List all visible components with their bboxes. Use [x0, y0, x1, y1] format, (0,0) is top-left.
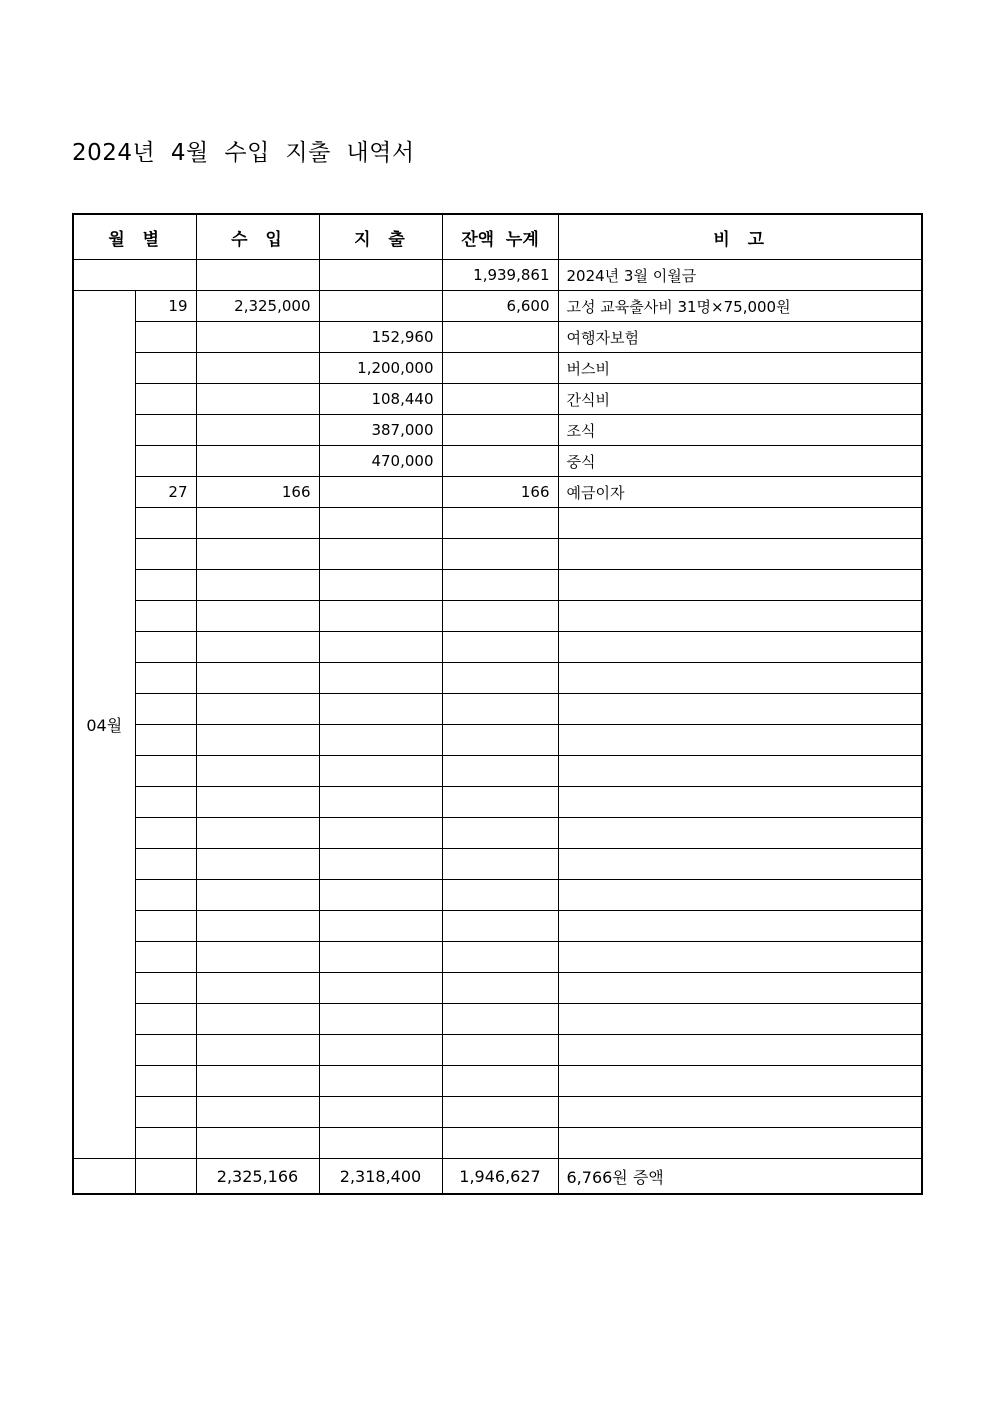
- cell-day: [135, 694, 196, 725]
- cell-expense: [319, 725, 442, 756]
- cell-day: [135, 849, 196, 880]
- cell-expense: [319, 477, 442, 508]
- cell-day: [135, 508, 196, 539]
- cell-expense: 152,960: [319, 322, 442, 353]
- header-balance: 잔액 누계: [442, 214, 558, 260]
- cell-balance: 6,600: [442, 291, 558, 322]
- cell-income: [196, 880, 319, 911]
- table-row: [73, 632, 922, 663]
- cell-day: [135, 570, 196, 601]
- table-row: [73, 911, 922, 942]
- cell-day: [135, 1066, 196, 1097]
- cell-income: [196, 725, 319, 756]
- cell-income: [196, 694, 319, 725]
- cell-note: [558, 818, 922, 849]
- cell-balance: [442, 725, 558, 756]
- table-row: [73, 570, 922, 601]
- cell-day: [135, 880, 196, 911]
- cell-day: 27: [135, 477, 196, 508]
- cell-income: [196, 818, 319, 849]
- cell-expense: [319, 756, 442, 787]
- cell-note: 예금이자: [558, 477, 922, 508]
- cell-income: [196, 849, 319, 880]
- cell-balance: [442, 663, 558, 694]
- carryover-row: [73, 260, 922, 291]
- cell-day: [135, 322, 196, 353]
- cell-income: 166: [196, 477, 319, 508]
- cell-income: [196, 1035, 319, 1066]
- cell-expense: [319, 880, 442, 911]
- cell-day: [135, 601, 196, 632]
- cell-balance: [442, 880, 558, 911]
- cell-note: [558, 942, 922, 973]
- header-income: 수 입: [196, 214, 319, 260]
- cell-day: [135, 818, 196, 849]
- cell-balance: 166: [442, 477, 558, 508]
- cell-day: [135, 539, 196, 570]
- header-month: 월 별: [73, 214, 196, 260]
- cell-expense: [319, 694, 442, 725]
- cell-note: [558, 663, 922, 694]
- table-row: [73, 880, 922, 911]
- cell-income: [196, 632, 319, 663]
- cell-expense: [319, 1035, 442, 1066]
- cell-income: [196, 384, 319, 415]
- cell-expense: [319, 663, 442, 694]
- table-row: [73, 1004, 922, 1035]
- cell-income: [196, 1097, 319, 1128]
- cell-note: 버스비: [558, 353, 922, 384]
- cell-note: [558, 694, 922, 725]
- header-note: 비 고: [558, 214, 922, 260]
- cell-day: [135, 973, 196, 1004]
- table-row: [73, 663, 922, 694]
- cell-day: [135, 353, 196, 384]
- cell-income: [196, 787, 319, 818]
- cell-note: [558, 973, 922, 1004]
- cell-expense: [319, 570, 442, 601]
- cell-balance: [442, 756, 558, 787]
- header-expense: 지 출: [319, 214, 442, 260]
- cell-expense: [319, 787, 442, 818]
- cell-balance: [442, 787, 558, 818]
- total-row: [73, 1159, 922, 1195]
- cell-note: [558, 725, 922, 756]
- cell-balance: [442, 632, 558, 663]
- cell-note: [558, 880, 922, 911]
- cell-expense: [319, 1128, 442, 1159]
- cell-income: [196, 756, 319, 787]
- cell-note: [558, 1035, 922, 1066]
- cell-balance: [442, 446, 558, 477]
- cell-day: 19: [135, 291, 196, 322]
- cell-day: [135, 787, 196, 818]
- table-row: [73, 601, 922, 632]
- cell-expense: [319, 632, 442, 663]
- table-row: [73, 942, 922, 973]
- cell-income: [196, 415, 319, 446]
- cell-expense: 108,440: [319, 384, 442, 415]
- table-row: [73, 849, 922, 880]
- cell-day: [135, 1097, 196, 1128]
- cell-balance: [442, 539, 558, 570]
- table-row: [73, 353, 922, 384]
- cell-expense: [319, 818, 442, 849]
- table-row: [73, 1097, 922, 1128]
- carryover-note: 2024년 3월 이월금: [558, 260, 922, 291]
- table-row: [73, 508, 922, 539]
- cell-note: [558, 632, 922, 663]
- table-row: [73, 725, 922, 756]
- cell-income: [196, 973, 319, 1004]
- cell-income: [196, 508, 319, 539]
- cell-balance: [442, 353, 558, 384]
- cell-balance: [442, 322, 558, 353]
- table-row: [73, 477, 922, 508]
- cell-balance: [442, 384, 558, 415]
- cell-expense: 470,000: [319, 446, 442, 477]
- total-expense: 2,318,400: [319, 1159, 442, 1195]
- table-row: [73, 446, 922, 477]
- cell-note: [558, 539, 922, 570]
- cell-day: [135, 384, 196, 415]
- cell-balance: [442, 570, 558, 601]
- cell-note: [558, 911, 922, 942]
- cell-expense: [319, 1066, 442, 1097]
- cell-expense: [319, 291, 442, 322]
- cell-expense: [319, 1004, 442, 1035]
- ledger-table: [72, 213, 923, 1195]
- cell-balance: [442, 508, 558, 539]
- cell-balance: [442, 973, 558, 1004]
- cell-income: [196, 539, 319, 570]
- cell-note: [558, 787, 922, 818]
- cell-note: 고성 교육출사비 31명×75,000원: [558, 291, 922, 322]
- cell-expense: [319, 508, 442, 539]
- total-note: 6,766원 증액: [558, 1159, 922, 1195]
- cell-day: [135, 725, 196, 756]
- cell-day: [135, 1004, 196, 1035]
- cell-day: [135, 1128, 196, 1159]
- cell-balance: [442, 1004, 558, 1035]
- cell-day: [135, 1035, 196, 1066]
- table-row: [73, 787, 922, 818]
- month-label: 04월: [73, 291, 135, 1159]
- cell-balance: [442, 694, 558, 725]
- cell-expense: [319, 1097, 442, 1128]
- cell-balance: [442, 601, 558, 632]
- cell-balance: [442, 1128, 558, 1159]
- cell-balance: [442, 1066, 558, 1097]
- table-row: [73, 415, 922, 446]
- cell-income: [196, 663, 319, 694]
- cell-expense: [319, 911, 442, 942]
- cell-day: [135, 446, 196, 477]
- cell-note: [558, 756, 922, 787]
- cell-income: 2,325,000: [196, 291, 319, 322]
- table-row: [73, 322, 922, 353]
- cell-note: [558, 1004, 922, 1035]
- cell-income: [196, 446, 319, 477]
- cell-balance: [442, 911, 558, 942]
- cell-expense: 387,000: [319, 415, 442, 446]
- table-row: [73, 818, 922, 849]
- cell-day: [135, 415, 196, 446]
- cell-note: [558, 601, 922, 632]
- cell-income: [196, 1066, 319, 1097]
- cell-note: [558, 570, 922, 601]
- cell-expense: 1,200,000: [319, 353, 442, 384]
- table-row: [73, 973, 922, 1004]
- cell-note: [558, 508, 922, 539]
- cell-balance: [442, 942, 558, 973]
- table-row: [73, 291, 922, 322]
- cell-note: [558, 849, 922, 880]
- cell-income: [196, 942, 319, 973]
- cell-day: [135, 942, 196, 973]
- cell-expense: [319, 973, 442, 1004]
- cell-day: [135, 632, 196, 663]
- cell-income: [196, 601, 319, 632]
- cell-expense: [319, 849, 442, 880]
- cell-note: 여행자보험: [558, 322, 922, 353]
- cell-balance: [442, 849, 558, 880]
- cell-day: [135, 663, 196, 694]
- cell-income: [196, 353, 319, 384]
- cell-expense: [319, 942, 442, 973]
- cell-expense: [319, 539, 442, 570]
- cell-day: [135, 756, 196, 787]
- cell-income: [196, 570, 319, 601]
- cell-balance: [442, 1035, 558, 1066]
- cell-note: [558, 1066, 922, 1097]
- cell-income: [196, 911, 319, 942]
- cell-balance: [442, 415, 558, 446]
- cell-income: [196, 322, 319, 353]
- cell-day: [135, 911, 196, 942]
- cell-balance: [442, 818, 558, 849]
- cell-balance: [442, 1097, 558, 1128]
- table-row: [73, 1035, 922, 1066]
- carryover-balance: 1,939,861: [442, 260, 558, 291]
- table-row: [73, 539, 922, 570]
- cell-note: 간식비: [558, 384, 922, 415]
- cell-expense: [319, 601, 442, 632]
- cell-income: [196, 1128, 319, 1159]
- table-row: [73, 384, 922, 415]
- cell-note: [558, 1097, 922, 1128]
- total-income: 2,325,166: [196, 1159, 319, 1195]
- table-row: [73, 694, 922, 725]
- header-row: [73, 214, 922, 260]
- table-row: [73, 1128, 922, 1159]
- table-row: [73, 1066, 922, 1097]
- total-balance: 1,946,627: [442, 1159, 558, 1195]
- page-title: 2024년 4월 수입 지출 내역서: [72, 140, 415, 166]
- cell-note: [558, 1128, 922, 1159]
- cell-income: [196, 1004, 319, 1035]
- cell-note: 조식: [558, 415, 922, 446]
- cell-note: 중식: [558, 446, 922, 477]
- table-row: [73, 756, 922, 787]
